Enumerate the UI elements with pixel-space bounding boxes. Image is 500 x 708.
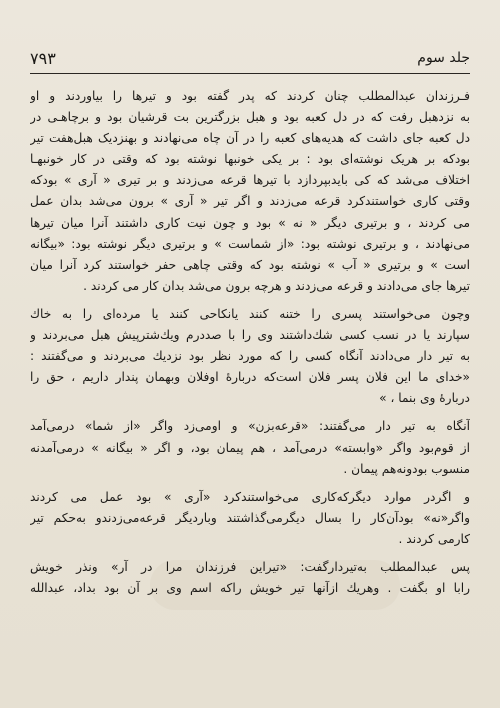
text-line: تیرها جای می‌دادند و قرعه می‌زدند و هرچه برون می‌شد بدان کار می کردند . bbox=[83, 278, 470, 293]
text-line: از قوم‌بود واگر «وابسته» درمی‌آمد ، هم پیمان بود، و اگر « بیگانه » درمی‌آمدنه bbox=[30, 440, 470, 455]
text-line: به نزدهبل رفت که در دل کعبه بود و هبل بزرگترین بت قرشیان بود و برچاهـی در bbox=[30, 110, 470, 125]
text-line: کارمی کردند . bbox=[398, 531, 470, 546]
text-line: دربارهٔ وی بنما ، » bbox=[379, 391, 470, 406]
text-line: «خدای ما این فلان پسر فلان است‌که دربارهٔ اوفلان وبهمان پندار داریم ، حق را bbox=[30, 370, 470, 385]
text-line: رابا او بگفت . وهریك ازآنها تیر خویش راکه اسم وی بر آن بود بداد، عبدالله bbox=[30, 581, 470, 596]
page-number: ۷۹۳ bbox=[30, 48, 56, 68]
text-line: آنگاه به تیر دار می‌گفتند: «قرعه‌بزن» و اومی‌زد واگر «از شما» درمی‌آمد bbox=[30, 419, 470, 434]
text-line: است » و برتیری « آب » نوشته بود که وقتی چاهی حفر خواستند کرد آنرا میان bbox=[30, 257, 470, 272]
page-body bbox=[30, 86, 470, 599]
header-rule bbox=[30, 73, 470, 74]
text-line: بودکه بر هریک نوشته‌ای بود : بر یکی خونبها نوشته بود که وقتی در کار خونبهـا bbox=[30, 152, 470, 167]
text-line: می‌نهادند ، و برتیری نوشته بود: «از شماست » و برتیری دیگر نوشته بود: «بیگانه bbox=[30, 236, 470, 251]
text-line: وقتی کاری خواستندکرد قرعه می‌زدند و اگر تیر « آری » برون می‌شد بدان عمل bbox=[30, 194, 470, 209]
text-line: وچون می‌خواستند پسری را ختنه کنند یانکاحی کنند یا مرده‌ای را به خاك bbox=[30, 306, 470, 321]
volume-label: جلد سوم bbox=[417, 50, 470, 66]
page-header bbox=[30, 46, 470, 70]
text-line: می کردند ، و برتیری دیگر « نه » بود و چون نیت کاری داشتند آنرا میان تیرها bbox=[30, 215, 470, 230]
text-line: و اگردر موارد دیگرکه‌کاری می‌خواستندکرد «آری » بود عمل می کردند bbox=[30, 489, 470, 504]
text-line: دل کعبه جای داشت که هدیه‌های کعبه را در آن چاه می‌نهادند و بهنزدیک هبل‌هفت تیر bbox=[30, 131, 470, 146]
text-line: به تیر دار می‌دادند آنگاه کسی را که مورد نظر بود نزدیك می‌بردند و می‌گفتند : bbox=[30, 349, 470, 364]
text-line: پس عبدالمطلب به‌تیردارگفت: «تیراین فرزندان مرا در آر» ونذر خویش bbox=[30, 559, 470, 574]
text-line: اختلاف می‌شد که کی بایدبپردازد با تیرها قرعه می‌زدند و بر تیری « آری » بودکه bbox=[30, 173, 470, 188]
text-line: منسوب بودونه‌هم پیمان . bbox=[343, 461, 470, 476]
text-line: سپارند یا در نسب کسی شك‌داشتند وی را با صددرم ویك‌شترپیش هبل می‌بردند و bbox=[30, 328, 470, 343]
text-line: واگر«نه» بودآن‌کار را بسال دیگرمی‌گذاشتند وباردیگر قرعه‌می‌زدندو به‌حکم تیر bbox=[30, 510, 470, 525]
text-line: فـرزندان عبدالمطلب چنان کردند که پدر گفته بود و تیرها را بیاوردند و او bbox=[30, 89, 470, 103]
